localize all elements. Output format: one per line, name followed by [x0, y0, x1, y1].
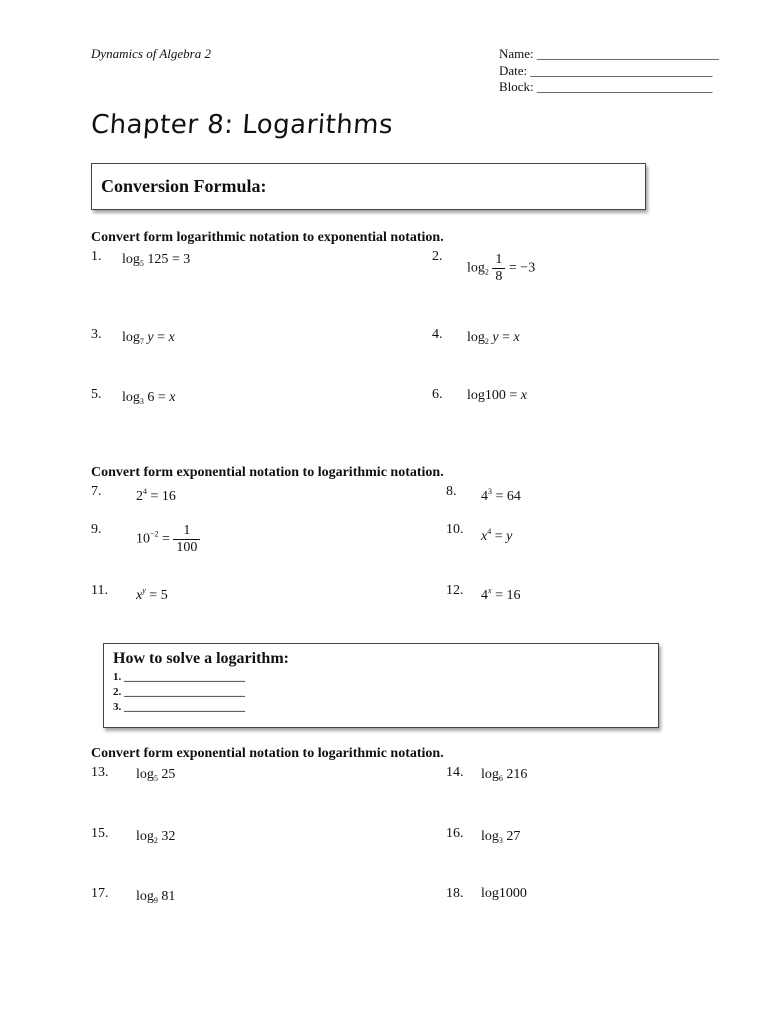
problem-number: 10. [446, 522, 464, 537]
problem-number: 1. [91, 249, 102, 264]
problem-10-expression: $x^4 = y$ [481, 527, 513, 544]
problem-8-expression: $4^3 = 64$ [481, 487, 521, 504]
problem-11-expression: $x^y = 5$ [136, 586, 168, 603]
section3-heading: Convert form exponential notation to logarithmic notation. [91, 746, 444, 761]
date-field[interactable]: Date: ____________________________ [499, 62, 713, 78]
section1-heading: Convert form logarithmic notation to exponential notation. [91, 230, 444, 245]
problem-3-expression: $\log_7 y = x$ [122, 330, 175, 346]
problem-number: 16. [446, 826, 464, 841]
problem-16-expression: $\log_3 27$ [481, 829, 521, 845]
solve-step[interactable]: 3. ______________________ [113, 701, 245, 713]
problem-1-expression: $\log_5 125 = 3$ [122, 252, 191, 268]
problem-number: 14. [446, 765, 464, 780]
problem-number: 18. [446, 886, 464, 901]
block-field[interactable]: Block: ___________________________ [499, 79, 713, 94]
problem-number: 13. [91, 765, 109, 780]
problem-number: 11. [91, 583, 108, 598]
problem-number: 8. [446, 484, 457, 499]
problem-number: 6. [432, 387, 443, 402]
solve-step[interactable]: 2. ______________________ [113, 686, 245, 698]
conversion-formula-box[interactable] [91, 163, 646, 210]
problem-17-expression: $\log_9 81$ [136, 889, 176, 905]
problem-number: 2. [432, 249, 443, 264]
problem-13-expression: $\log_5 25$ [136, 767, 176, 783]
problem-2-expression: $\log_2$ $\frac{1}{8}$ = −3 [467, 252, 536, 284]
student-info-block [499, 46, 719, 96]
problem-18-expression: log1000 [481, 886, 527, 901]
problem-5-expression: $\log_3 6 = x$ [122, 390, 176, 406]
problem-15-expression: $\log_2 32$ [136, 829, 176, 845]
problem-number: 3. [91, 327, 102, 342]
solve-step[interactable]: 1. ______________________ [113, 671, 245, 683]
problem-9-expression: $10^{-2}$ = $\frac{1}{100}$ [136, 523, 200, 556]
problem-number: 5. [91, 387, 102, 402]
problem-number: 17. [91, 886, 109, 901]
problem-number: 15. [91, 826, 109, 841]
problem-number: 4. [432, 327, 443, 342]
problem-number: 7. [91, 484, 102, 499]
section2-heading: Convert form exponential notation to logarithmic notation. [91, 465, 444, 480]
problem-6-expression: log100 = x [467, 388, 528, 403]
problem-12-expression: $4^x = 16$ [481, 586, 521, 603]
name-field[interactable]: Name: ____________________________ [499, 46, 719, 61]
conversion-formula-title: Conversion Formula: [101, 176, 267, 196]
course-name: Dynamics of Algebra 2 [91, 46, 211, 61]
problem-7-expression: $2^4 = 16$ [136, 487, 176, 504]
how-to-solve-box[interactable] [103, 643, 659, 728]
problem-4-expression: $\log_2 y = x$ [467, 330, 520, 346]
problem-number: 9. [91, 522, 102, 537]
chapter-title: Chapter 8: Logarithms [89, 110, 395, 140]
problem-number: 12. [446, 583, 464, 598]
problem-14-expression: $\log_6 216$ [481, 767, 528, 783]
how-to-solve-title: How to solve a logarithm: [113, 650, 289, 667]
